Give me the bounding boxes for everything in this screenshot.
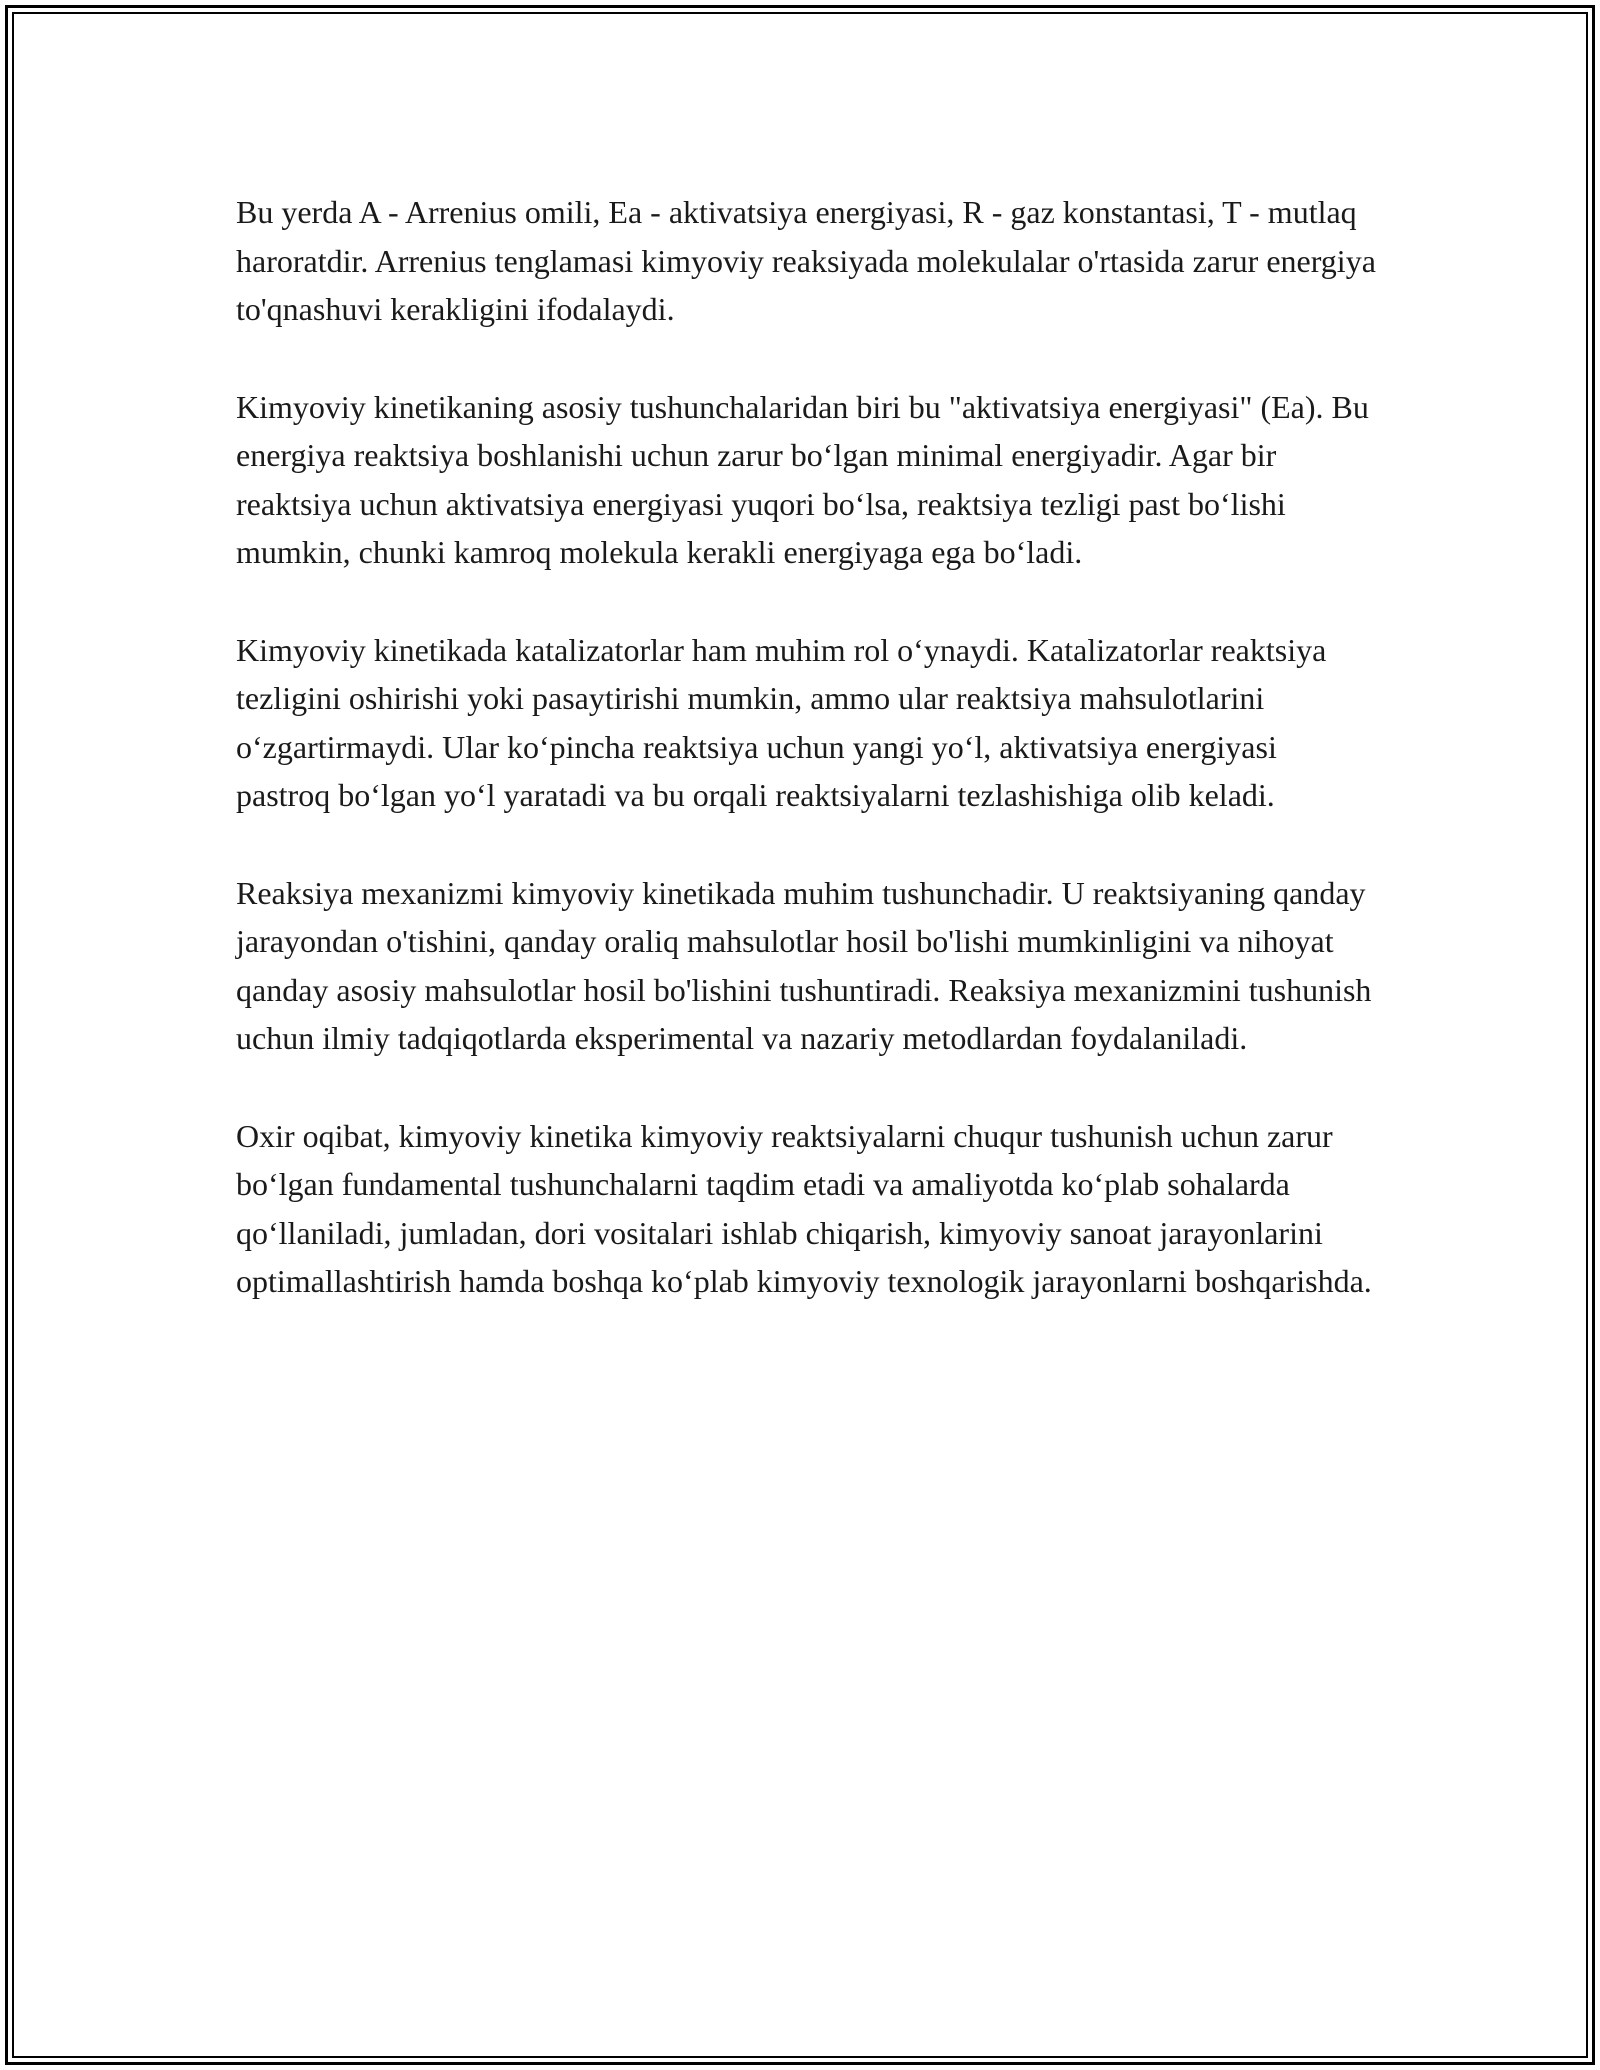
document-body [236, 188, 1376, 1355]
paragraph-catalysts: Kimyoviy kinetikada katalizatorlar ham muhim rol o‘ynaydi. Katalizatorlar reaktsiya tezligini oshirishi yoki pasaytirishi mumkin, ammo ular reaktsiya mahsulotlarini o‘zgartirmaydi. Ular ko‘pincha reaktsiya uchun yangi yo‘l, aktivatsiya energiyasi pastroq bo‘lgan yo‘l yaratadi va bu orqali reaktsiyalarni tezlashishiga olib keladi. [236, 631, 1327, 813]
paragraph-arrhenius-variables: Bu yerda A - Arrenius omili, Ea - aktivatsiya energiyasi, R - gaz konstantasi, T - mutlaq haroratdir. Arrenius tenglamasi kimyoviy reaksiyada molekulalar o'rtasida zarur energiya to'qnashuvi kerakligini ifodalaydi. [236, 194, 1376, 327]
paragraph-conclusion: Oxir oqibat, kimyoviy kinetika kimyoviy reaktsiyalarni chuqur tushunish uchun zarur bo‘lgan fundamental tushunchalarni taqdim etadi va amaliyotda ko‘plab sohalarda qo‘llaniladi, jumladan, dori vositalari ishlab chiqarish, kimyoviy sanoat jarayonlarini optimallashtirish hamda boshqa ko‘plab kimyoviy texnologik jarayonlarni boshqarishda. [236, 1117, 1372, 1299]
paragraph-activation-energy: Kimyoviy kinetikaning asosiy tushunchalaridan biri bu "aktivatsiya energiyasi" (Ea). Bu energiya reaktsiya boshlanishi uchun zarur bo‘lgan minimal energiyadir. Agar bir reaktsiya uchun aktivatsiya energiyasi yuqori bo‘lsa, reaktsiya tezligi past bo‘lishi mumkin, chunki kamroq molekula kerakli energiyaga ega bo‘ladi. [236, 388, 1369, 570]
paragraph-reaction-mechanism: Reaksiya mexanizmi kimyoviy kinetikada muhim tushunchadir. U reaktsiyaning qanday jarayondan o'tishini, qanday oraliq mahsulotlar hosil bo'lishi mumkinligini va nihoyat qanday asosiy mahsulotlar hosil bo'lishini tushuntiradi. Reaksiya mexanizmini tushunish uchun ilmiy tadqiqotlarda eksperimental va nazariy metodlardan foydalaniladi. [236, 874, 1372, 1056]
